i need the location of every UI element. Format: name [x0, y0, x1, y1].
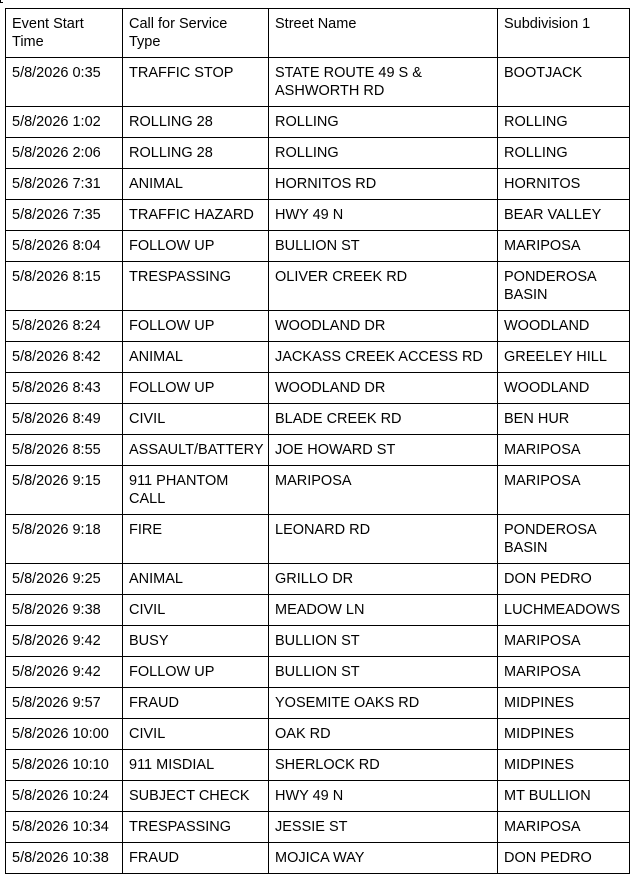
cell-call-type: CIVIL: [123, 595, 269, 626]
table-row: [6, 688, 630, 719]
cell-call-type: FOLLOW UP: [123, 373, 269, 404]
cell-event-start-time: 5/8/2026 9:25: [6, 564, 123, 595]
cell-street-name: JOE HOWARD ST: [269, 435, 498, 466]
cell-event-start-time: 5/8/2026 1:02: [6, 107, 123, 138]
cell-call-type: ASSAULT/BATTERY: [123, 435, 269, 466]
table-row: [6, 231, 630, 262]
table-row: [6, 373, 630, 404]
table-body: [6, 58, 630, 874]
table-row: [6, 515, 630, 564]
table-row: [6, 262, 630, 311]
cell-event-start-time: 5/8/2026 8:49: [6, 404, 123, 435]
cell-subdivision: MARIPOSA: [498, 466, 630, 515]
cell-subdivision: MIDPINES: [498, 688, 630, 719]
cell-event-start-time: 5/8/2026 10:38: [6, 843, 123, 874]
cell-subdivision: PONDEROSA BASIN: [498, 515, 630, 564]
cell-street-name: HWY 49 N: [269, 200, 498, 231]
cell-call-type: TRAFFIC HAZARD: [123, 200, 269, 231]
cell-street-name: GRILLO DR: [269, 564, 498, 595]
cell-subdivision: PONDEROSA BASIN: [498, 262, 630, 311]
table-row: [6, 138, 630, 169]
cell-subdivision: MARIPOSA: [498, 657, 630, 688]
cell-event-start-time: 5/8/2026 8:04: [6, 231, 123, 262]
table-row: [6, 812, 630, 843]
cell-street-name: STATE ROUTE 49 S & ASHWORTH RD: [269, 58, 498, 107]
cell-call-type: TRESPASSING: [123, 262, 269, 311]
header-call-type: Call for Service Type: [123, 9, 269, 58]
cell-call-type: ANIMAL: [123, 169, 269, 200]
cell-street-name: ROLLING: [269, 107, 498, 138]
cell-call-type: CIVIL: [123, 719, 269, 750]
cell-street-name: YOSEMITE OAKS RD: [269, 688, 498, 719]
cell-street-name: HORNITOS RD: [269, 169, 498, 200]
header-event-start-time: Event Start Time: [6, 9, 123, 58]
table-header: [6, 9, 630, 58]
cell-call-type: TRAFFIC STOP: [123, 58, 269, 107]
cell-street-name: BULLION ST: [269, 626, 498, 657]
cell-call-type: 911 PHANTOM CALL: [123, 466, 269, 515]
cell-street-name: WOODLAND DR: [269, 373, 498, 404]
cell-event-start-time: 5/8/2026 8:24: [6, 311, 123, 342]
cell-street-name: JACKASS CREEK ACCESS RD: [269, 342, 498, 373]
cell-event-start-time: 5/8/2026 9:15: [6, 466, 123, 515]
header-subdivision: Subdivision 1: [498, 9, 630, 58]
cell-event-start-time: 5/8/2026 10:34: [6, 812, 123, 843]
cell-subdivision: BOOTJACK: [498, 58, 630, 107]
cell-event-start-time: 5/8/2026 9:38: [6, 595, 123, 626]
cell-street-name: LEONARD RD: [269, 515, 498, 564]
cell-event-start-time: 5/8/2026 9:42: [6, 626, 123, 657]
cell-street-name: BLADE CREEK RD: [269, 404, 498, 435]
cell-subdivision: BEN HUR: [498, 404, 630, 435]
table-row: [6, 107, 630, 138]
table-row: [6, 595, 630, 626]
cell-call-type: 911 MISDIAL: [123, 750, 269, 781]
table-row: [6, 657, 630, 688]
cell-subdivision: GREELEY HILL: [498, 342, 630, 373]
cell-street-name: BULLION ST: [269, 231, 498, 262]
cell-subdivision: MIDPINES: [498, 719, 630, 750]
cell-subdivision: BEAR VALLEY: [498, 200, 630, 231]
cell-street-name: MOJICA WAY: [269, 843, 498, 874]
cell-call-type: BUSY: [123, 626, 269, 657]
cell-event-start-time: 5/8/2026 7:31: [6, 169, 123, 200]
table-row: [6, 843, 630, 874]
cell-subdivision: ROLLING: [498, 138, 630, 169]
header-row: [6, 9, 630, 58]
table-row: [6, 466, 630, 515]
cell-call-type: CIVIL: [123, 404, 269, 435]
cell-subdivision: MARIPOSA: [498, 812, 630, 843]
table-row: [6, 200, 630, 231]
cell-street-name: MARIPOSA: [269, 466, 498, 515]
cell-subdivision: DON PEDRO: [498, 843, 630, 874]
table-row: [6, 781, 630, 812]
cell-subdivision: DON PEDRO: [498, 564, 630, 595]
cell-subdivision: MARIPOSA: [498, 626, 630, 657]
cell-street-name: MEADOW LN: [269, 595, 498, 626]
cell-event-start-time: 5/8/2026 2:06: [6, 138, 123, 169]
cell-subdivision: WOODLAND: [498, 373, 630, 404]
cell-subdivision: MARIPOSA: [498, 231, 630, 262]
cell-call-type: FRAUD: [123, 843, 269, 874]
cell-event-start-time: 5/8/2026 10:24: [6, 781, 123, 812]
cell-street-name: WOODLAND DR: [269, 311, 498, 342]
cell-subdivision: LUCHMEADOWS: [498, 595, 630, 626]
cell-street-name: OAK RD: [269, 719, 498, 750]
table-row: [6, 435, 630, 466]
table-row: [6, 58, 630, 107]
cell-street-name: OLIVER CREEK RD: [269, 262, 498, 311]
cell-event-start-time: 5/8/2026 9:18: [6, 515, 123, 564]
table-row: [6, 404, 630, 435]
cell-event-start-time: 5/8/2026 8:55: [6, 435, 123, 466]
cell-call-type: FOLLOW UP: [123, 657, 269, 688]
cell-call-type: ROLLING 28: [123, 107, 269, 138]
cell-event-start-time: 5/8/2026 10:00: [6, 719, 123, 750]
cell-event-start-time: 5/8/2026 9:57: [6, 688, 123, 719]
cell-call-type: FOLLOW UP: [123, 311, 269, 342]
cell-call-type: FRAUD: [123, 688, 269, 719]
header-street-name: Street Name: [269, 9, 498, 58]
cell-subdivision: MIDPINES: [498, 750, 630, 781]
calls-for-service-table: [5, 8, 630, 874]
cell-subdivision: ROLLING: [498, 107, 630, 138]
table-row: [6, 750, 630, 781]
cell-call-type: ANIMAL: [123, 342, 269, 373]
table-row: [6, 719, 630, 750]
cell-subdivision: WOODLAND: [498, 311, 630, 342]
cell-event-start-time: 5/8/2026 0:35: [6, 58, 123, 107]
cell-call-type: ANIMAL: [123, 564, 269, 595]
cell-event-start-time: 5/8/2026 8:42: [6, 342, 123, 373]
cell-event-start-time: 5/8/2026 8:15: [6, 262, 123, 311]
page-corner-mark: [0, 0, 3, 3]
table-row: [6, 564, 630, 595]
cell-street-name: JESSIE ST: [269, 812, 498, 843]
cell-event-start-time: 5/8/2026 9:42: [6, 657, 123, 688]
cell-event-start-time: 5/8/2026 10:10: [6, 750, 123, 781]
cell-subdivision: HORNITOS: [498, 169, 630, 200]
table-row: [6, 626, 630, 657]
cell-event-start-time: 5/8/2026 8:43: [6, 373, 123, 404]
cell-call-type: FOLLOW UP: [123, 231, 269, 262]
cell-subdivision: MARIPOSA: [498, 435, 630, 466]
cell-call-type: ROLLING 28: [123, 138, 269, 169]
table-row: [6, 169, 630, 200]
cell-subdivision: MT BULLION: [498, 781, 630, 812]
cell-event-start-time: 5/8/2026 7:35: [6, 200, 123, 231]
table-row: [6, 311, 630, 342]
cell-street-name: BULLION ST: [269, 657, 498, 688]
cell-street-name: SHERLOCK RD: [269, 750, 498, 781]
cell-street-name: HWY 49 N: [269, 781, 498, 812]
cell-street-name: ROLLING: [269, 138, 498, 169]
cell-call-type: FIRE: [123, 515, 269, 564]
cell-call-type: SUBJECT CHECK: [123, 781, 269, 812]
cell-call-type: TRESPASSING: [123, 812, 269, 843]
table-row: [6, 342, 630, 373]
